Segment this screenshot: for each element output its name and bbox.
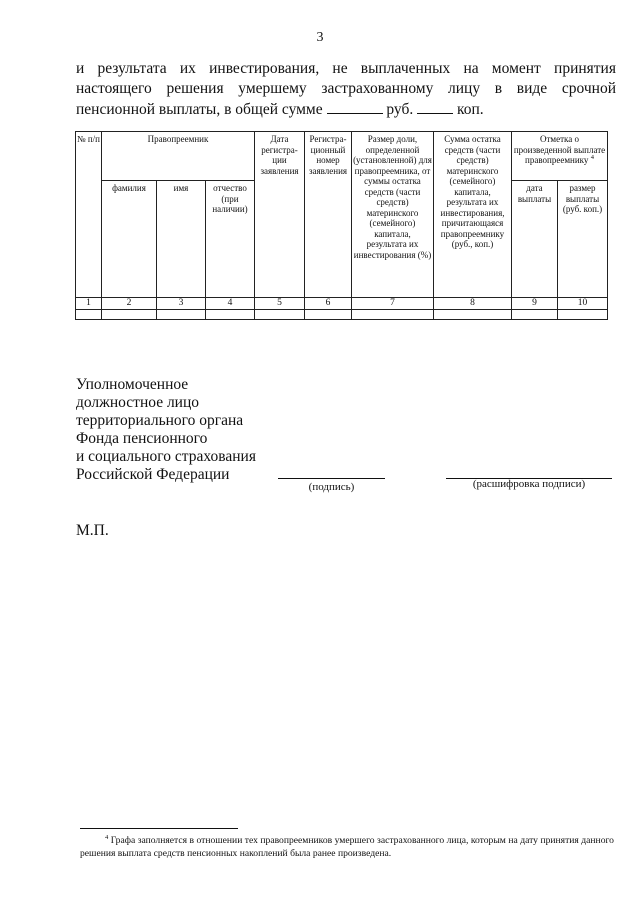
table-cell xyxy=(512,310,558,320)
header-name: имя xyxy=(157,181,206,298)
header-patronymic: отчество (при наличии) xyxy=(206,181,255,298)
header-payment-date: дата выплаты xyxy=(512,181,558,298)
signer-line: должностное лицо xyxy=(76,394,200,411)
table-row xyxy=(76,310,608,320)
signer-line: территориального органа xyxy=(76,412,244,429)
header-row-1 xyxy=(76,132,608,181)
signer-line: Российской Федерации xyxy=(76,466,230,483)
header-payment-amount: размер выплаты (руб. коп.) xyxy=(558,181,608,298)
header-balance-sum: Сумма остатка средств (части средств) материнского (семейного) капитала, результата их инвестирования, причитающаяся правопреемнику (руб., коп.) xyxy=(434,132,512,298)
col-num: 8 xyxy=(434,298,512,310)
rub-label: руб. xyxy=(386,101,414,118)
header-payment-note: Отметка о произведенной выплате правопреемнику $^4$ xyxy=(512,132,608,181)
signer-line: Уполномоченное xyxy=(76,376,189,393)
table-cell xyxy=(157,310,206,320)
stamp-place: М.П. xyxy=(76,522,109,539)
signer-line: и социального страхования xyxy=(76,448,256,465)
footnote-ref: 4 xyxy=(590,154,594,161)
header-surname: фамилия xyxy=(102,181,157,298)
table-cell xyxy=(352,310,434,320)
header-num: № п/п xyxy=(76,132,102,298)
table-cell xyxy=(76,310,102,320)
col-num: 4 xyxy=(206,298,255,310)
intro-paragraph xyxy=(76,59,616,120)
rub-blank xyxy=(327,99,383,114)
intro-text: и результата их инвестирования, не выплаченных на момент принятия настоящего решения умершему застрахованному лицу в виде срочной пенсионной выплаты, в общей сумме xyxy=(76,60,616,118)
table-cell xyxy=(434,310,512,320)
table-cell xyxy=(558,310,608,320)
header-heir: Правопреемник xyxy=(102,132,255,181)
signer-line: Фонда пенсионного xyxy=(76,430,208,447)
col-num: 9 xyxy=(512,298,558,310)
table-cell xyxy=(102,310,157,320)
footnote-text: Графа заполняется в отношении тех правопреемников умершего застрахованного лица, которым на дату принятия данного решения выплата средств пенсионных накоплений была ранее произведена. xyxy=(80,835,614,859)
kop-blank xyxy=(417,99,453,114)
table-cell xyxy=(305,310,352,320)
heirs-table xyxy=(75,131,608,320)
column-numbers-row xyxy=(76,298,608,310)
col-num: 1 xyxy=(76,298,102,310)
col-num: 7 xyxy=(352,298,434,310)
col-num: 2 xyxy=(102,298,157,310)
table-cell xyxy=(255,310,305,320)
header-share-size: Размер доли, определенной (установленной) для правопреемника, от суммы остатка средств (части средств) материнского (семейного) капитала, результата их инвестирования (%) xyxy=(352,132,434,298)
decoding-caption: (расшифровка подписи) xyxy=(472,478,586,490)
table-cell xyxy=(206,310,255,320)
header-reg-date: Дата регистра- ции заявления xyxy=(255,132,305,298)
page-number: 3 xyxy=(316,30,324,45)
signature-line xyxy=(278,478,385,479)
kop-label: коп. xyxy=(456,101,484,118)
col-num: 6 xyxy=(305,298,352,310)
footnote-marker: 4 xyxy=(105,833,109,841)
footnote-divider xyxy=(80,828,238,829)
col-num: 5 xyxy=(255,298,305,310)
signer-title xyxy=(76,376,256,484)
col-num: 10 xyxy=(558,298,608,310)
col-num: 3 xyxy=(157,298,206,310)
footnote xyxy=(80,834,614,860)
signature-caption: (подпись) xyxy=(308,481,355,493)
header-reg-number: Регистра- ционный номер заявления xyxy=(305,132,352,298)
